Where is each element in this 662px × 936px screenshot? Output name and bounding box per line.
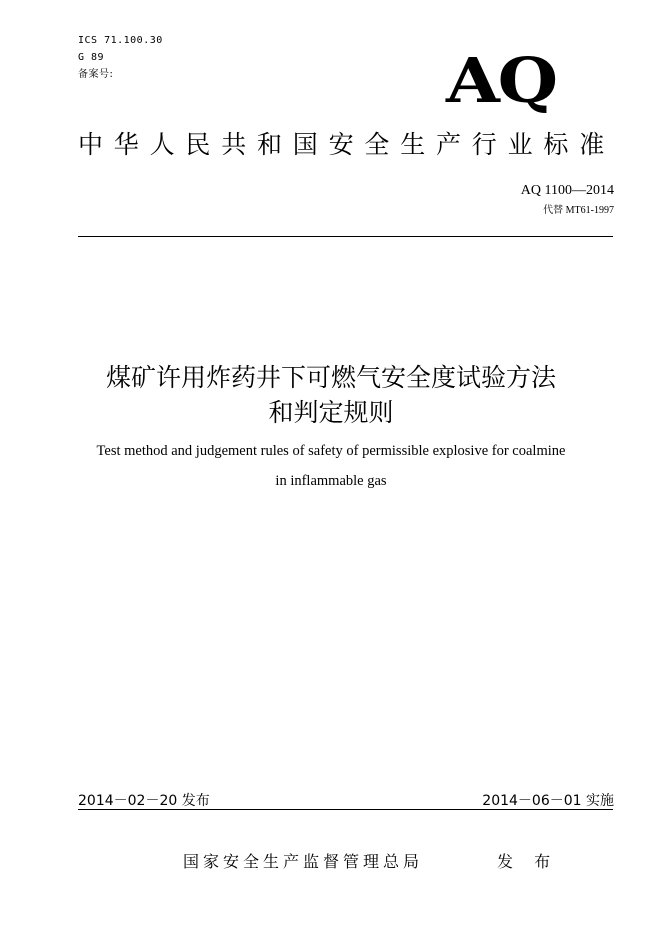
ics-code: ICS 71.100.30 — [78, 35, 163, 46]
english-title-line-2: in inflammable gas — [275, 473, 387, 489]
issue-label: 发 布 — [497, 852, 559, 871]
chinese-title-line-1: 煤矿许用炸药井下可燃气安全度试验方法 — [105, 363, 556, 392]
chinese-title-line-2: 和判定规则 — [268, 398, 394, 427]
replaces-standard: 代替 MT61-1997 — [543, 205, 614, 216]
header-divider — [78, 236, 613, 237]
footer-divider — [78, 809, 613, 810]
organization-standard-title: 中华人民共和国安全生产行业标准 — [78, 130, 616, 159]
record-number-label: 备案号: — [78, 69, 114, 80]
english-title-line-1: Test method and judgement rules of safety of permissible explosive for coalmine — [96, 443, 566, 459]
standard-number: AQ 1100—2014 — [520, 183, 614, 198]
issuing-authority: 国家安全生产监督管理总局 — [183, 852, 424, 871]
classification-code: G 89 — [78, 52, 105, 63]
implement-date: 2014－06－01 实施 — [482, 793, 614, 809]
aq-logo: AQ — [446, 44, 556, 117]
publish-date: 2014－02－20 发布 — [78, 793, 210, 809]
